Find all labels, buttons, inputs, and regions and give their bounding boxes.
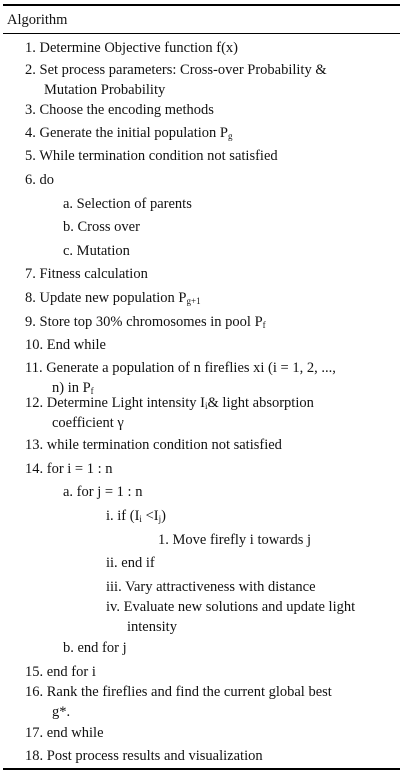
step-7: 7. Fitness calculation: [25, 266, 148, 282]
step-15: 15. end for i: [25, 664, 96, 680]
step-6c: c. Mutation: [63, 243, 130, 259]
step-12: 12. Determine Light intensity $I_i\&$ light absorption: [25, 395, 314, 411]
step-17: 17. end while: [25, 725, 104, 741]
step-12-cont: coefficient γ: [52, 415, 124, 431]
step-18: 18. Post process results and visualization: [25, 748, 263, 764]
step-14: 14. for i = 1 : n: [25, 461, 113, 477]
step-6a: a. Selection of parents: [63, 196, 192, 212]
step-3: 3. Choose the encoding methods: [25, 102, 214, 118]
step-16-cont: g*.: [52, 704, 71, 720]
step-6: 6. do: [25, 172, 54, 188]
step-16: 16. Rank the fireflies and find the current global best: [25, 684, 332, 700]
step-14a-iv: iv. Evaluate new solutions and update light: [106, 599, 356, 615]
step-6b: b. Cross over: [63, 219, 140, 235]
step-9: 9. Store top 30% chromosomes in pool $P_f$: [25, 314, 266, 330]
step-14b: b. end for j: [63, 640, 127, 656]
table-header: Algorithm: [7, 12, 68, 28]
step-13: 13. while termination condition not satisfied: [25, 437, 282, 453]
step-10: 10. End while: [25, 337, 106, 353]
step-14a-ii: ii. end if: [106, 555, 155, 571]
header-rule: [3, 33, 400, 34]
top-rule: [3, 4, 400, 6]
step-5: 5. While termination condition not satisfied: [25, 148, 278, 164]
step-2: 2. Set process parameters: Cross-over Probability &: [25, 62, 327, 78]
step-2-cont: Mutation Probability: [44, 82, 166, 98]
step-14a-i: i. if $(I_i <I_j)$: [106, 508, 166, 524]
bottom-rule: [3, 768, 400, 770]
step-14a-iv-cont: intensity: [127, 619, 177, 635]
step-14a-i-1: 1. Move firefly i towards j: [158, 532, 312, 548]
step-11-cont: n) in $P_f$: [52, 380, 94, 396]
step-4: 4. Generate the initial population $P_g$: [25, 125, 233, 141]
step-14a: a. for j = 1 : n: [63, 484, 143, 500]
step-14a-iii: iii. Vary attractiveness with distance: [106, 579, 316, 595]
step-1: 1. Determine Objective function f(x): [25, 40, 238, 56]
step-8: 8. Update new population $P_{g+1}$: [25, 290, 201, 306]
step-11: 11. Generate a population of n fireflies xi (i = 1, 2, ...,: [25, 360, 336, 376]
